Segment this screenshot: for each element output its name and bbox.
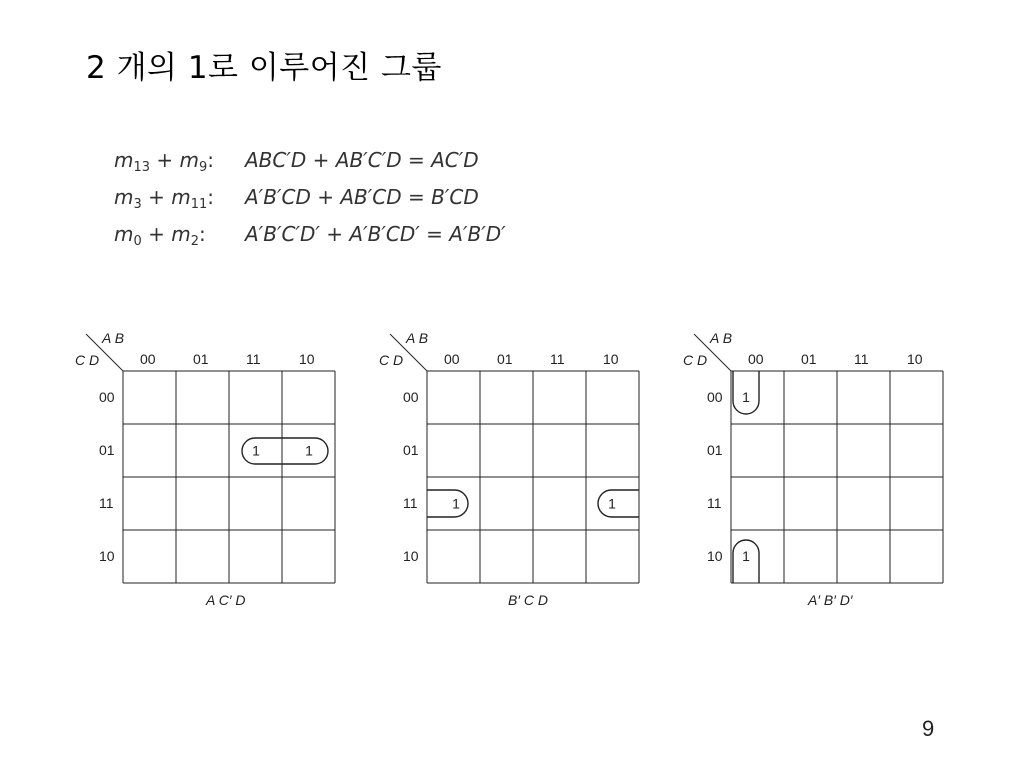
group-loop-left-part	[427, 490, 468, 517]
column-variable-label: A B	[406, 330, 429, 346]
row-header: 10	[99, 548, 115, 564]
column-variable-label: A B	[710, 330, 733, 346]
equation-lhs: $m_{13} + m_9$:	[114, 148, 215, 175]
row-header: 11	[707, 495, 722, 511]
row-header: 10	[707, 548, 723, 564]
column-header: 01	[801, 351, 817, 367]
group-loop-right-part	[598, 490, 639, 517]
column-header: 11	[246, 351, 261, 367]
cell-value-one: 1	[742, 389, 750, 405]
equation-lhs: $m_0 + m_2$:	[114, 222, 206, 249]
kmap-drawing	[376, 326, 676, 616]
karnaugh-map-2	[376, 326, 676, 616]
row-header: 10	[403, 548, 419, 564]
cell-value-one: 1	[252, 442, 260, 459]
equation-rhs: ABC′D + AB′C′D = AC′D	[245, 148, 479, 172]
row-header: 01	[99, 442, 115, 458]
row-header: 00	[99, 389, 115, 405]
equation-lhs: $m_3 + m_{11}$:	[114, 185, 215, 212]
equation-rhs: A′B′C′D′ + A′B′CD′ = A′B′D′	[245, 222, 506, 246]
cell-value-one: 1	[608, 495, 616, 512]
row-variable-label: C D	[75, 352, 100, 368]
row-header: 01	[403, 442, 419, 458]
slide-title: 2 개의 1로 이루어진 그룹	[86, 50, 442, 86]
equation-rhs: A′B′CD + AB′CD = B′CD	[245, 185, 479, 209]
row-header: 00	[403, 389, 419, 405]
column-header: 10	[299, 351, 315, 367]
page-number: 9	[922, 716, 935, 741]
kmap-caption: A′ B′ D′	[808, 592, 853, 608]
column-header: 00	[444, 351, 460, 367]
row-header: 11	[99, 495, 114, 511]
row-header: 11	[403, 495, 418, 511]
karnaugh-map-3	[680, 326, 980, 616]
column-header: 11	[550, 351, 565, 367]
karnaugh-map-1	[72, 326, 372, 616]
cell-value-one: 1	[742, 548, 750, 564]
row-variable-label: C D	[683, 352, 708, 368]
column-variable-label: A B	[102, 330, 125, 346]
column-header: 01	[497, 351, 513, 367]
row-header: 01	[707, 442, 723, 458]
column-header: 00	[140, 351, 156, 367]
column-header: 11	[854, 351, 869, 367]
kmap-caption: A C′ D	[206, 592, 246, 608]
column-header: 10	[603, 351, 619, 367]
kmap-drawing	[680, 326, 980, 616]
column-header: 10	[907, 351, 923, 367]
cell-value-one: 1	[452, 495, 460, 512]
row-variable-label: C D	[379, 352, 404, 368]
kmap-caption: B′ C D	[508, 592, 548, 608]
kmap-drawing	[72, 326, 372, 616]
column-header: 01	[193, 351, 209, 367]
column-header: 00	[748, 351, 764, 367]
cell-value-one: 1	[305, 442, 313, 459]
row-header: 00	[707, 389, 723, 405]
